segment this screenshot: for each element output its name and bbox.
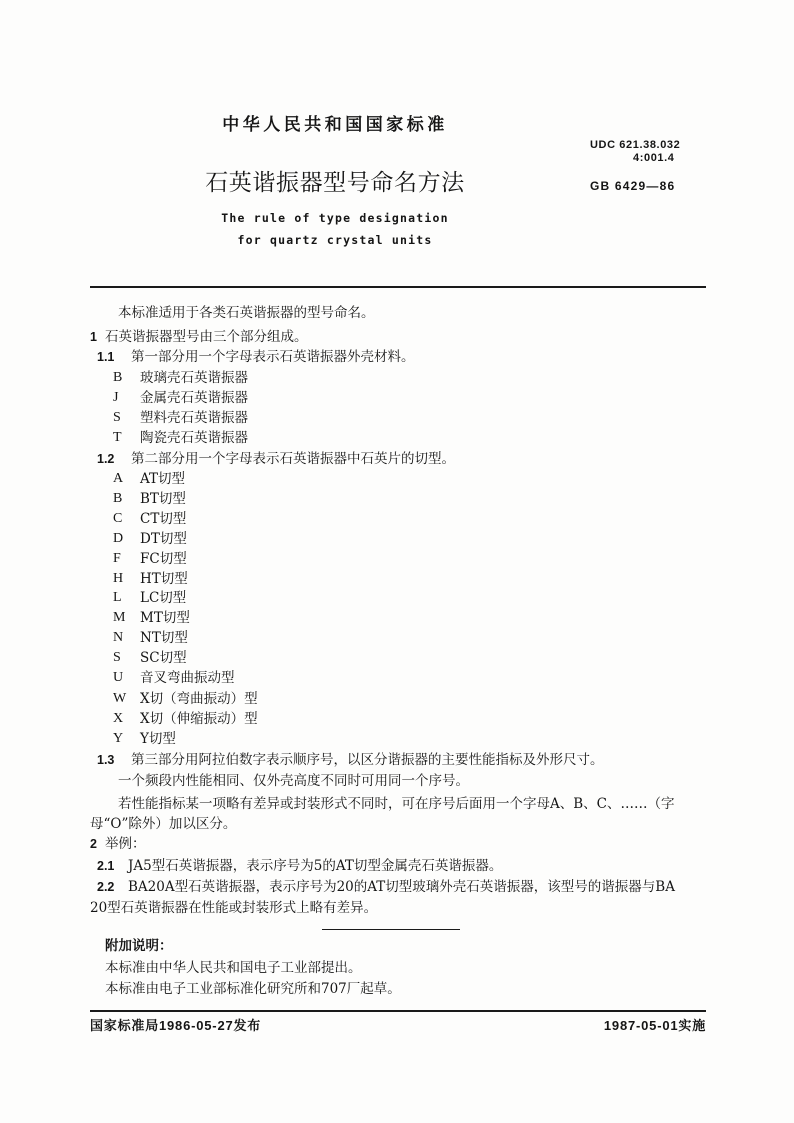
- clause-number: 2.1: [97, 859, 115, 873]
- list-item: [0, 369, 794, 387]
- code-letter: X: [113, 711, 124, 726]
- code-letter: B: [113, 491, 123, 506]
- code-description: X切（弯曲振动）型: [140, 691, 258, 707]
- clause-number: 1.2: [97, 452, 115, 466]
- code-letter: A: [113, 471, 124, 486]
- intro-paragraph: 本标准适用于各类石英谐振器的型号命名。: [118, 305, 375, 321]
- appendix-line: 本标准由中华人民共和国电子工业部提出。: [105, 960, 362, 976]
- clause-text: JA5型石英谐振器，表示序号为5的AT切型金属壳石英谐振器。: [128, 858, 503, 874]
- clause-text-line: BA20A型石英谐振器，表示序号为20的AT切型玻璃外壳石英谐振器，该型号的谐振器与BA: [128, 879, 675, 895]
- clause-text-line: 20型石英谐振器在性能或封装形式上略有差异。: [90, 900, 378, 916]
- code-letter: N: [113, 630, 124, 645]
- list-item: [0, 389, 794, 407]
- code-description: CT切型: [140, 511, 187, 527]
- clause-number: 2: [90, 837, 97, 851]
- code-description: 金属壳石英谐振器: [140, 390, 248, 406]
- document-title: 石英谐振器型号命名方法: [205, 170, 465, 196]
- code-letter: S: [113, 410, 121, 425]
- clause-text: 第二部分用一个字母表示石英谐振器中石英片的切型。: [131, 451, 455, 467]
- list-item: [0, 510, 794, 528]
- code-letter: M: [113, 610, 126, 625]
- english-title-line-2: for quartz crystal units: [237, 233, 433, 247]
- clause-number: 1.3: [97, 753, 115, 767]
- code-letter: T: [113, 430, 122, 445]
- code-description: 陶瓷壳石英谐振器: [140, 430, 248, 446]
- clause-number: 2.2: [97, 880, 115, 894]
- section-divider: [322, 929, 460, 930]
- clause-text: 石英谐振器型号由三个部分组成。: [105, 329, 308, 345]
- appendix-line: 本标准由电子工业部标准化研究所和707厂起草。: [105, 981, 401, 997]
- udc-code-line-1: UDC 621.38.032: [590, 139, 681, 151]
- code-description: FC切型: [140, 551, 187, 567]
- national-standard-heading: 中华人民共和国国家标准: [222, 115, 448, 135]
- code-description: NT切型: [140, 630, 188, 646]
- code-description: SC切型: [140, 650, 187, 666]
- footer-divider: [90, 1010, 706, 1012]
- list-item: [0, 570, 794, 588]
- code-letter: B: [113, 370, 123, 385]
- list-item: [0, 629, 794, 647]
- list-item: [0, 730, 794, 748]
- paragraph: 一个频段内性能相同、仅外壳高度不同时可用同一个序号。: [118, 773, 469, 789]
- list-item: [0, 589, 794, 607]
- header-divider: [90, 286, 706, 288]
- list-item: [0, 550, 794, 568]
- standard-number: GB 6429—86: [590, 179, 676, 193]
- list-item: [0, 530, 794, 548]
- code-description: MT切型: [140, 610, 190, 626]
- code-description: 玻璃壳石英谐振器: [140, 370, 248, 386]
- code-letter: D: [113, 531, 124, 546]
- code-description: AT切型: [140, 471, 186, 487]
- code-description: BT切型: [140, 491, 186, 507]
- clause-text: 第一部分用一个字母表示石英谐振器外壳材料。: [131, 349, 415, 365]
- paragraph-line: 若性能指标某一项略有差异或封装形式不同时，可在序号后面用一个字母A、B、C、……（字: [118, 796, 675, 812]
- code-description: X切（伸缩振动）型: [140, 711, 258, 727]
- list-item: [0, 669, 794, 687]
- code-letter: L: [113, 590, 122, 605]
- list-item: [0, 470, 794, 488]
- english-title-line-1: The rule of type designation: [221, 211, 449, 225]
- code-letter: U: [113, 670, 124, 685]
- clause-text: 第三部分用阿拉伯数字表示顺序号，以区分谐振器的主要性能指标及外形尺寸。: [131, 752, 604, 768]
- code-letter: W: [113, 691, 127, 706]
- clause-text: 举例：: [105, 836, 146, 852]
- code-description: 塑料壳石英谐振器: [140, 410, 248, 426]
- code-description: DT切型: [140, 531, 187, 547]
- list-item: [0, 490, 794, 508]
- list-item: [0, 409, 794, 427]
- code-letter: H: [113, 571, 124, 586]
- clause-number: 1.1: [97, 350, 115, 364]
- code-letter: J: [113, 390, 119, 405]
- issue-date: 国家标准局1986-05-27发布: [90, 1018, 262, 1033]
- clause-number: 1: [90, 330, 97, 344]
- code-letter: S: [113, 650, 121, 665]
- list-item: [0, 710, 794, 728]
- list-item: [0, 690, 794, 708]
- list-item: [0, 609, 794, 627]
- code-description: HT切型: [140, 571, 188, 587]
- effective-date: 1987-05-01实施: [603, 1018, 706, 1033]
- udc-code-line-2: 4:001.4: [633, 152, 675, 164]
- appendix-title: 附加说明：: [105, 938, 173, 954]
- code-letter: C: [113, 511, 123, 526]
- list-item: [0, 649, 794, 667]
- code-description: 音叉弯曲振动型: [140, 670, 235, 686]
- paragraph-line: 母“O”除外）加以区分。: [90, 816, 237, 832]
- code-letter: Y: [113, 731, 124, 746]
- list-item: [0, 429, 794, 447]
- code-letter: F: [113, 551, 121, 566]
- code-description: LC切型: [140, 590, 187, 606]
- code-description: Y切型: [140, 731, 176, 747]
